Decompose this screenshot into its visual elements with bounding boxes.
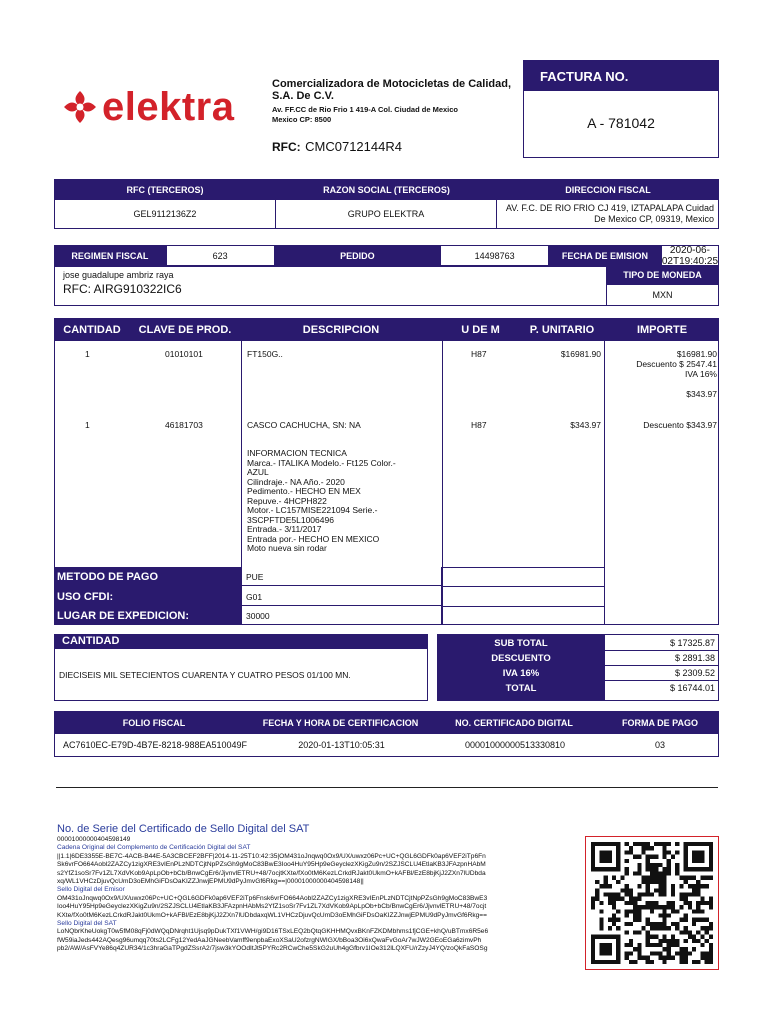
invoice-box: [523, 60, 719, 158]
regimen-label: REGIMEN FISCAL: [54, 245, 166, 266]
fecha-emision-value: 2020-06-02T19:40:25: [661, 244, 719, 267]
company-rfc: [272, 138, 512, 156]
sat-cadena-line: ||1.1|6DE3355E-BE7C-4ACB-B44E-5A3CBCEF2BFF|2014-11-25T10:42:35|OM431oJnqwq0Ox9/UX/uwxz06Pc+UC+QGL6GDFk0ap6VEF2iTp6Fn: [57, 852, 486, 860]
fiscal-table: [54, 711, 719, 757]
info-line: Moto nueva sin rodar: [247, 543, 327, 553]
item-2-qty: 1: [85, 420, 90, 430]
total-value: $ 16744.01: [669, 683, 715, 693]
company-address-1: Av. FF.CC de Rio Frio 1 419-A Col. Ciudad de Mexico: [272, 105, 458, 114]
item-1-desc: FT150G..: [247, 349, 283, 359]
item-1-importe-descuento: Descuento $ 2547.41: [636, 359, 717, 369]
item-2-desc: CASCO CACHUCHA, SN: NA: [247, 420, 361, 430]
regimen-value: 623: [166, 245, 275, 266]
info-line: Entrada por.- HECHO EN MEXICO: [247, 533, 380, 544]
cantidad-letra-value: DIECISEIS MIL SETECIENTOS CUARENTA Y CUATRO PESOS 01/100 MN.: [59, 669, 351, 680]
moneda-label: TIPO DE MONEDA: [606, 266, 719, 284]
elektra-logo: [60, 84, 260, 130]
items-header-unitario: P. UNITARIO: [529, 323, 595, 336]
terceros-razon: GRUPO ELEKTRA: [276, 200, 497, 228]
uso-cfdi-value: G01: [241, 586, 442, 606]
brand-name: elektra: [102, 84, 235, 129]
sat-cadena-line: xq/WL1VHCzDjuvQcUmD3oEMhGiFDsOaKIZZJnwjEPMU9dPyJmvGf6Rkg==|00001000000404598148||: [57, 878, 364, 886]
fecha-certificacion-value: 2020-01-13T10:05:31: [298, 740, 385, 750]
sat-emisor-line: KXte/fXo0tM6KezLCrkdRJakt0UkmO+kAFBl/EzE8bjKjJ2ZXn7lUDbdaxqWL1VHCzDjuvQcUmD3oEMhGiFDsOaKIZZJnwjEPMU9dPyJmvGf6Rkg==: [57, 911, 488, 919]
rfc-value: CMC0712144R4: [305, 139, 402, 154]
item-1-importe-extra: $343.97: [686, 389, 717, 399]
uso-cfdi-label: USO CFDI:: [54, 586, 241, 606]
header-direccion-fiscal: DIRECCION FISCAL: [565, 184, 651, 195]
company-name: Comercializadora de Motocicletas de Calidad, S.A. De C.V.: [272, 78, 512, 102]
sat-sello-line: LoNQbrKheUokgT0w5fM08qFj0dWQqDNrqht1Ujsq9pDukTXf1VWH/gi9D16TSxLEQ2bQtqGKHHMQvxBKnFZKDMbhms1fjCGE+khQ/uBTmx6R5e6: [57, 928, 489, 936]
customer-box: [54, 266, 606, 306]
metodo-pago-value: PUE: [241, 567, 442, 586]
item-1-importe-total: $16981.90: [676, 349, 717, 359]
terceros-direccion: AV. F.C. DE RIO FRIO CJ 419, IZTAPALAPA Cuidad De Mexico CP, 09319, Mexico: [505, 203, 714, 224]
header-certificado: NO. CERTIFICADO DIGITAL: [455, 717, 573, 728]
info-line: 3SCPFTDE5L1006496: [247, 514, 334, 525]
info-line: INFORMACION TECNICA: [247, 448, 347, 458]
subtotal-value: $ 17325.87: [605, 636, 719, 651]
header-folio-fiscal: FOLIO FISCAL: [122, 717, 186, 728]
metodo-pago-label: METODO DE PAGO: [54, 567, 241, 586]
info-line: Motor.- LC157MISE221094 Serie.-: [247, 505, 378, 515]
lugar-expedicion-value: 30000: [241, 606, 442, 625]
items-header-clave: CLAVE DE PROD.: [138, 323, 232, 336]
info-tecnica: [247, 449, 437, 554]
sat-cadena-title: Cadena Original del Complemento de Certificación Digital del SAT: [57, 844, 251, 852]
cantidad-letra-label: CANTIDAD: [54, 634, 428, 649]
item-2-importe: Descuento $343.97: [643, 420, 717, 430]
terceros-rfc: GEL9112136Z2: [55, 200, 276, 228]
certificado-value: 00001000000513330810: [464, 740, 566, 750]
items-table: [54, 318, 719, 625]
iva-value: $ 2309.52: [605, 666, 719, 681]
terceros-table: [54, 179, 719, 229]
subtotal-label: SUB TOTAL: [494, 638, 548, 649]
folio-fiscal-value: AC7610EC-E79D-4B7E-8218-988EA510049F: [62, 740, 248, 750]
qr-code-frame: [585, 836, 719, 970]
item-1-qty: 1: [85, 349, 90, 359]
fecha-emision-label: FECHA DE EMISION: [549, 245, 661, 266]
sat-emisor-line: OM431oJnqwq0Ox9/UX/uwxz06Pc+UC+QGL6GDFk0ap6VEF2iTp6Fnsk6vrFO664Aobl2ZAZCy1zigXRE3vIEnPLzNDTCjtNpPZsGh9gMoC83BwE3: [57, 894, 488, 902]
sat-sello-line: fW59iaJeds442AQesg96umqq70ts2LCFg12YedAaJGNeebVamff9enpbaExoXSaU2ofzrgNWIGX/bBoa3Oi6xQwaFvGoAr7wJW2GEoEGa6zimvPh: [57, 936, 482, 944]
item-2-unitario: $343.97: [570, 420, 601, 430]
header-razon-social: RAZON SOCIAL (TERCEROS): [323, 184, 450, 195]
totals-box: [437, 634, 719, 701]
company-info: [272, 78, 512, 156]
item-1-importe-iva: IVA 16%: [685, 369, 717, 379]
company-address-2: Mexico CP: 8500: [272, 115, 332, 124]
sat-emisor-line: Ioo4HuY95Hp9eGeyclezXKigZu9n/2SZJSCLU4EtlaKB3JFAzpnHAbMs2YfZ1soSr7Fv1ZL7XdVKob9ApLpOb+bCb/BnwCgEr6/JjvnvlETRU+48/7ocjt: [57, 903, 487, 911]
info-line: Cilindraje.- NA Año.- 2020: [247, 476, 345, 487]
sat-sello-title: Sello Digital del SAT: [57, 920, 117, 928]
moneda-box: [606, 266, 719, 306]
sat-cadena-line: Sk6vrFO664Aobl2ZAZCy1zigXRE3vIEnPLzNDTCjtNpPZsGh9gMoC83BwE3Ioo4HuY95Hp9eGeyclezXKigZu9n/2SZJSCLU4EtlaKB3JFAzpnHAbM: [57, 861, 486, 869]
moneda-value: MXN: [606, 284, 719, 306]
elektra-logo-icon: [60, 87, 100, 127]
sat-section: [57, 823, 577, 954]
item-2-unidad: H87: [471, 420, 487, 430]
cantidad-letra-box: [54, 634, 428, 701]
info-line: Repuve.- 4HCPH822: [247, 495, 327, 506]
sat-sello-line: pb2/AW/AsFVYe86q4ZUR34/1c3hraGaTPgdZSsrA2/7jsw3kYOOdItJt5PYRc2RCwChe5SkG2uUh4gGfbrv1IOe312lLQXFU/rZzyJ4YQ/zoQkFaSOSg: [57, 945, 488, 953]
pedido-label: PEDIDO: [275, 245, 441, 266]
items-header-unidad: U DE M: [461, 323, 500, 336]
header-forma-pago: FORMA DE PAGO: [622, 717, 698, 728]
lugar-expedicion-label: LUGAR DE EXPEDICION:: [54, 606, 241, 625]
item-1-clave: 01010101: [165, 349, 203, 359]
regimen-row: [54, 245, 719, 266]
qr-code-icon: [591, 842, 713, 964]
iva-label: IVA 16%: [502, 668, 540, 679]
invoice-number: A - 781042: [587, 115, 655, 131]
invoice-label: FACTURA NO.: [524, 61, 718, 91]
item-1-unitario: $16981.90: [560, 349, 601, 359]
sat-serie-title: No. de Serie del Certificado de Sello Digital del SAT: [57, 823, 310, 835]
header-rfc-terceros: RFC (TERCEROS): [126, 184, 204, 195]
rfc-label: RFC:: [272, 140, 301, 154]
sat-cadena-line: s2YfZ1soSr7Fv1ZL7XdVKob9ApLpOb+bCb/BnwCgEr6/JjvnvlETRU+48/7ocjtKXte/fXo0tM6KezLCrkdRJakt0UkmO+kAFBl/EzE8bjKjJ2ZXn7lUDbda: [57, 869, 486, 877]
item-1-unidad: H87: [471, 349, 487, 359]
customer-rfc: RFC: AIRG910322IC6: [63, 282, 182, 296]
descuento-value: $ 2891.38: [605, 651, 719, 666]
divider: [56, 787, 718, 788]
info-line: Entrada.- 3/11/2017: [247, 524, 322, 534]
info-line: Marca.- ITALIKA Modelo.- Ft125 Color.-: [247, 457, 396, 468]
info-line: Pedimento.- HECHO EN MEX: [247, 486, 361, 496]
pago-block: [54, 567, 442, 625]
item-1-importe: [607, 349, 717, 399]
items-header-cantidad: CANTIDAD: [63, 323, 121, 336]
descuento-label: DESCUENTO: [491, 653, 551, 664]
customer-name: jose guadalupe ambriz raya: [63, 270, 174, 280]
item-2-clave: 46181703: [165, 420, 203, 430]
header-fecha-certificacion: FECHA Y HORA DE CERTIFICACION: [262, 717, 419, 728]
sat-emisor-title: Sello Digital del Emisor: [57, 886, 125, 894]
forma-pago-value: 03: [654, 740, 665, 750]
sat-serie-value: 00001000000404598149: [57, 836, 131, 843]
info-line: AZUL: [247, 467, 269, 477]
items-header-importe: IMPORTE: [636, 323, 688, 336]
pedido-value: 14498763: [440, 245, 549, 266]
total-label: TOTAL: [505, 683, 537, 694]
items-header-descripcion: DESCRIPCION: [302, 323, 380, 336]
